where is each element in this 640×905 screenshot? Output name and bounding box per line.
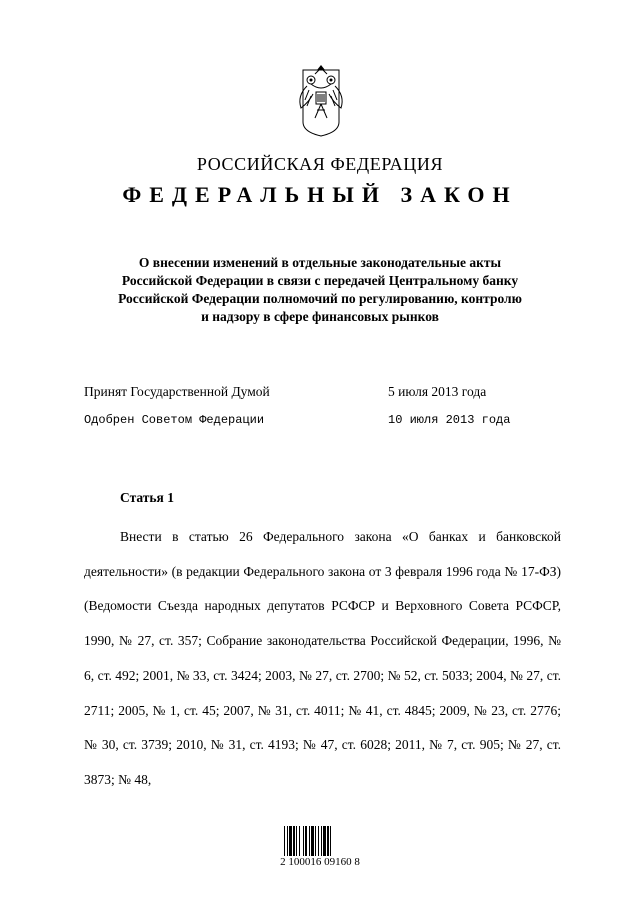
adopted-label: Принят Государственной Думой: [84, 384, 270, 399]
barcode-bar: [299, 826, 300, 856]
barcode-bar: [315, 826, 316, 856]
adopted-date: 5 июля 2013 года: [388, 384, 487, 399]
barcode-bar: [289, 826, 292, 856]
approved-row: [84, 413, 514, 442]
barcode-bar: [321, 826, 322, 856]
barcode-bar: [309, 826, 310, 856]
barcode-bar: [318, 826, 319, 856]
article-heading: Статья 1: [120, 490, 174, 505]
adoption-block: [84, 384, 514, 442]
barcode-number: 2 100016 09160 8: [280, 856, 360, 868]
barcode: [284, 826, 356, 856]
barcode-bar: [293, 826, 295, 856]
barcode-bar: [284, 826, 285, 856]
barcode-bar: [305, 826, 307, 856]
barcode-bar: [323, 826, 326, 856]
approved-label: Одобрен Советом Федерации: [84, 413, 265, 427]
law-title-line: Российской Федерации в связи с передачей Центральному банку: [121, 273, 519, 288]
barcode-bar: [296, 826, 297, 856]
barcode-bar: [311, 826, 314, 856]
coat-of-arms-emblem: [289, 62, 353, 138]
law-title-line: Российской Федерации полномочий по регулированию, контролю: [118, 291, 522, 306]
law-type-heading: ФЕДЕРАЛЬНЫЙ ЗАКОН: [122, 182, 518, 207]
barcode-bar: [287, 826, 288, 856]
law-title-line: О внесении изменений в отдельные законодательные акты: [138, 255, 502, 270]
adopted-row: [84, 384, 514, 413]
law-title-line: и надзору в сфере финансовых рынков: [201, 309, 439, 324]
approved-date: 10 июля 2013 года: [388, 413, 511, 427]
barcode-bar: [330, 826, 331, 856]
law-title: [80, 254, 560, 326]
article-text: Внести в статью 26 Федерального закона «О банках и банковской деятельности» (в редакции Федерального закона от 3 февраля 1996 года № 17-ФЗ) (Ведомости Съезда народных депутатов РСФСР и Верховного Совета РСФСР, 1990, № 27, ст. 357; Собрание законодательства Российской Федерации, 1996, № 6, ст. 492; 2001, № 33, ст. 3424; 2003, № 27, ст. 2700; № 52, ст. 5033; 2004, № 27, ст. 2711; 2005, № 1, ст. 45; 2007, № 31, ст. 4011; № 41, ст. 4845; 2009, № 23, ст. 2776; № 30, ст. 3739; 2010, № 31, ст. 4193; № 47, ст. 6028; 2011, № 7, ст. 905; № 27, ст. 3873; № 48,: [84, 529, 561, 787]
country-name: РОССИЙСКАЯ ФЕДЕРАЦИЯ: [196, 154, 444, 174]
barcode-bar: [303, 826, 304, 856]
barcode-bar: [327, 826, 329, 856]
